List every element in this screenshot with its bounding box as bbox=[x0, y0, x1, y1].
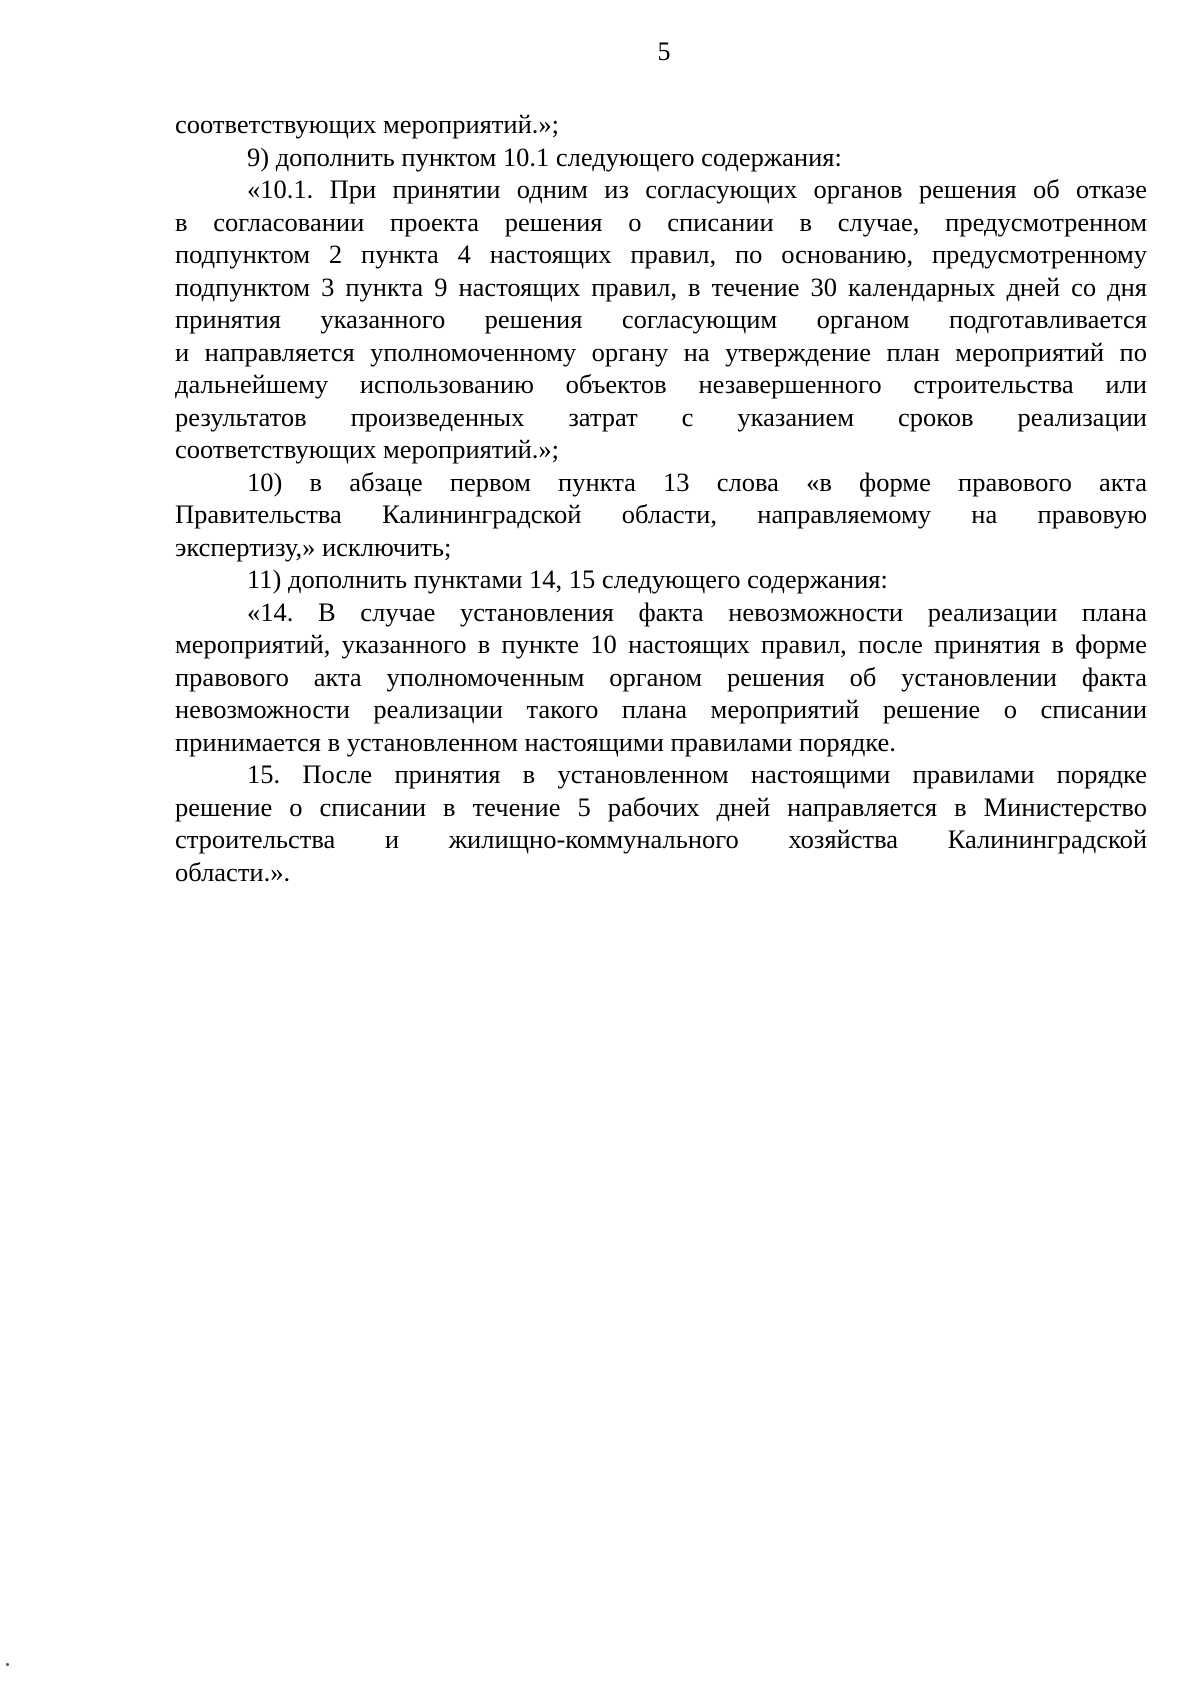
text-line: соответствующих мероприятий.»; bbox=[175, 434, 559, 464]
page-number: 5 bbox=[657, 37, 671, 66]
text-line: принимается в установленном настоящими правилами порядке. bbox=[175, 726, 896, 757]
text-line: Правительства Калининградской области, направляемому на правовую bbox=[175, 499, 1147, 529]
text-line: «10.1. При принятии одним из согласующих органов решения об отказе bbox=[247, 174, 1147, 204]
text-line: результатов произведенных затрат с указанием сроков реализации bbox=[175, 401, 1147, 432]
text-line: невозможности реализации такого плана мероприятий решение о списании bbox=[175, 694, 1147, 724]
text-line: дальнейшему использованию объектов незавершенного строительства или bbox=[175, 369, 1147, 399]
text-line: правового акта уполномоченным органом решения об установлении факта bbox=[175, 661, 1147, 692]
text-line: 15. После принятия в установленном настоящими правилами порядке bbox=[247, 759, 1147, 789]
text-line: в согласовании проекта решения о списании в случае, предусмотренном bbox=[175, 206, 1147, 237]
text-line: экспертизу,» исключить; bbox=[175, 531, 452, 562]
text-line: 10) в абзаце первом пункта 13 слова «в форме правового акта bbox=[247, 466, 1147, 497]
text-line: и направляется уполномоченному органу на утверждение план мероприятий по bbox=[175, 336, 1147, 367]
text-line: «14. В случае установления факта невозможности реализации плана bbox=[247, 596, 1147, 627]
text-line: мероприятий, указанного в пункте 10 настоящих правил, после принятия в форме bbox=[175, 629, 1147, 659]
text-line: подпунктом 2 пункта 4 настоящих правил, по основанию, предусмотренному bbox=[175, 239, 1147, 269]
text-line: принятия указанного решения согласующим органом подготавливается bbox=[175, 304, 1147, 334]
text-line: 11) дополнить пунктами 14, 15 следующего содержания: bbox=[247, 564, 888, 594]
text-line: 9) дополнить пунктом 10.1 следующего содержания: bbox=[247, 141, 842, 172]
text-line: подпунктом 3 пункта 9 настоящих правил, в течение 30 календарных дней со дня bbox=[175, 271, 1147, 302]
text-line: соответствующих мероприятий.»; bbox=[175, 109, 559, 139]
document-body bbox=[175, 108, 1147, 888]
text-line: решение о списании в течение 5 рабочих дней направляется в Министерство bbox=[175, 791, 1147, 822]
text-line: области.». bbox=[175, 856, 291, 887]
scan-speck bbox=[6, 1663, 9, 1666]
text-line: строительства и жилищно-коммунального хозяйства Калининградской bbox=[175, 824, 1147, 854]
